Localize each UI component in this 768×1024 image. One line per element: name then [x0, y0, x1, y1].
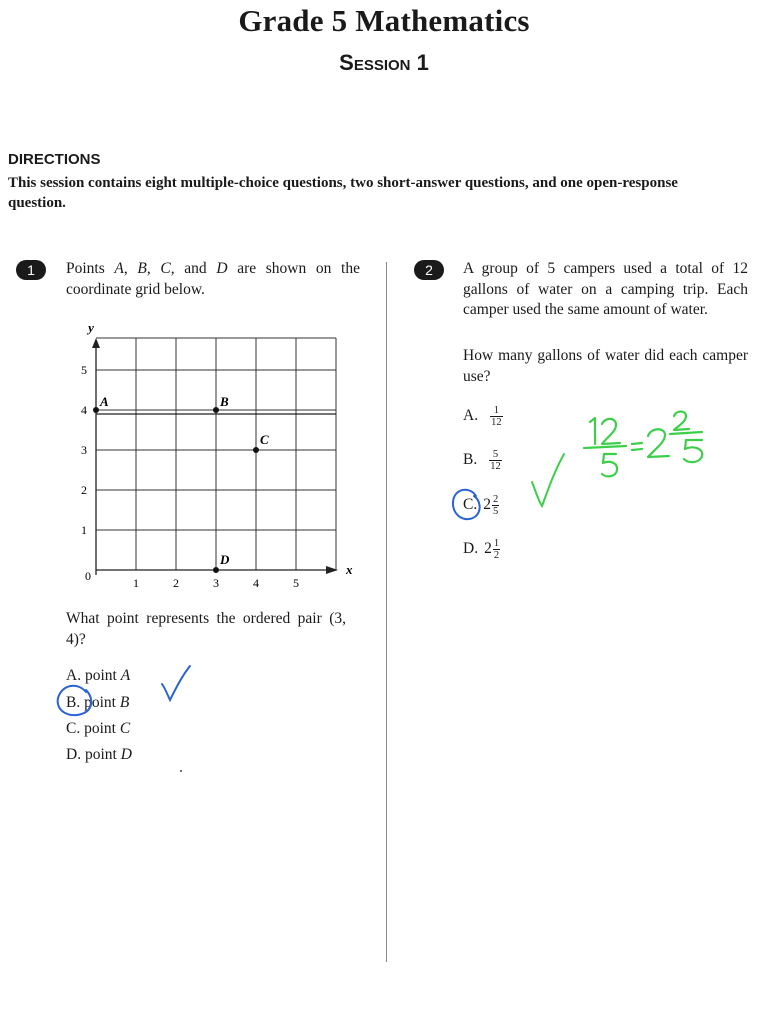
y-tick-label: 5: [81, 363, 87, 377]
point-label-b: B: [220, 394, 229, 409]
q2-option-b-fraction: $\frac{5}{12}$: [490, 449, 501, 472]
q2-option-d-fraction: $\frac{1}{2}$: [493, 538, 500, 561]
x-axis-label: x: [346, 562, 353, 577]
question-1-question: What point represents the ordered pair (3, 4)?: [66, 610, 346, 648]
q1-option-b[interactable]: B. point B: [66, 694, 130, 711]
point-label-d: D: [220, 552, 230, 567]
y-tick-label: 4: [81, 403, 87, 417]
q2-option-a[interactable]: A. $\frac{1}{12}$: [463, 405, 502, 428]
x-tick-label: 2: [173, 576, 179, 588]
q2-option-c-fraction: $\frac{2}{5}$: [492, 494, 499, 517]
question-1-number-badge: 1: [16, 260, 46, 280]
y-axis-label: y: [88, 320, 94, 335]
q1-option-d[interactable]: D. point D: [66, 746, 132, 763]
work-equals-sign: [632, 443, 642, 450]
directions-heading: DIRECTIONS: [8, 151, 101, 168]
q1-checkmark: [162, 666, 190, 700]
point-label-a: A: [100, 394, 109, 409]
q1-option-a[interactable]: A. point A: [66, 667, 131, 684]
q2-answer-circle: [453, 490, 480, 519]
column-divider: [386, 262, 387, 962]
y-tick-label: 1: [81, 523, 87, 537]
q2-checkmark: [532, 454, 564, 506]
q2-option-d[interactable]: D. 2 $\frac{1}{2}$: [463, 538, 500, 561]
point-c: [253, 447, 259, 453]
point-d: [213, 567, 219, 573]
point-a: [93, 407, 99, 413]
work-whole-2: [648, 429, 669, 457]
q1-handwritten-marks: [50, 660, 210, 730]
x-tick-label: 3: [213, 576, 219, 588]
q2-option-b[interactable]: B. $\frac{5}{12}$: [463, 449, 501, 472]
q2-option-a-fraction: $\frac{1}{12}$: [491, 405, 502, 428]
y-tick-label: 2: [81, 483, 87, 497]
point-label-c: C: [260, 432, 269, 447]
work-digit-5: [602, 454, 617, 476]
work-digit-1: [590, 418, 595, 444]
origin-label: 0: [85, 569, 91, 583]
work-second-fraction-bar: [670, 432, 702, 434]
session-title: Session 1: [339, 50, 429, 75]
q2-handwritten-work: [584, 412, 702, 477]
question-2-number-badge: 2: [414, 260, 444, 280]
work-fraction-bar: [584, 446, 626, 448]
stray-mark: [180, 770, 182, 772]
page-title: Grade 5 Mathematics: [238, 3, 530, 38]
question-2-stem: A group of 5 campers used a total of 12 gallons of water on a camping trip. Each camper used the same amount of water.: [463, 260, 748, 318]
work-denominator-5: [684, 440, 702, 462]
question-2-question: How many gallons of water did each camper use?: [463, 347, 748, 385]
y-axis-arrow: [92, 338, 100, 348]
directions-text: This session contains eight multiple-choice questions, two short-answer questions, and one open-response question.: [8, 175, 678, 211]
x-tick-label: 1: [133, 576, 139, 588]
x-tick-label: 4: [253, 576, 259, 588]
work-digit-2: [602, 419, 620, 444]
coordinate-grid: [70, 318, 360, 588]
q1-answer-circle: [58, 686, 92, 715]
x-tick-label: 5: [293, 576, 299, 588]
q2-handwritten-marks: [440, 400, 740, 530]
point-b: [213, 407, 219, 413]
work-numerator-2: [674, 412, 689, 431]
y-tick-label: 3: [81, 443, 87, 457]
q1-option-c[interactable]: C. point C: [66, 720, 131, 737]
q2-option-c[interactable]: C. 2 $\frac{2}{5}$: [463, 494, 499, 517]
question-1-stem: Points A, B, C, and D are shown on the coordinate grid below.: [66, 260, 360, 298]
